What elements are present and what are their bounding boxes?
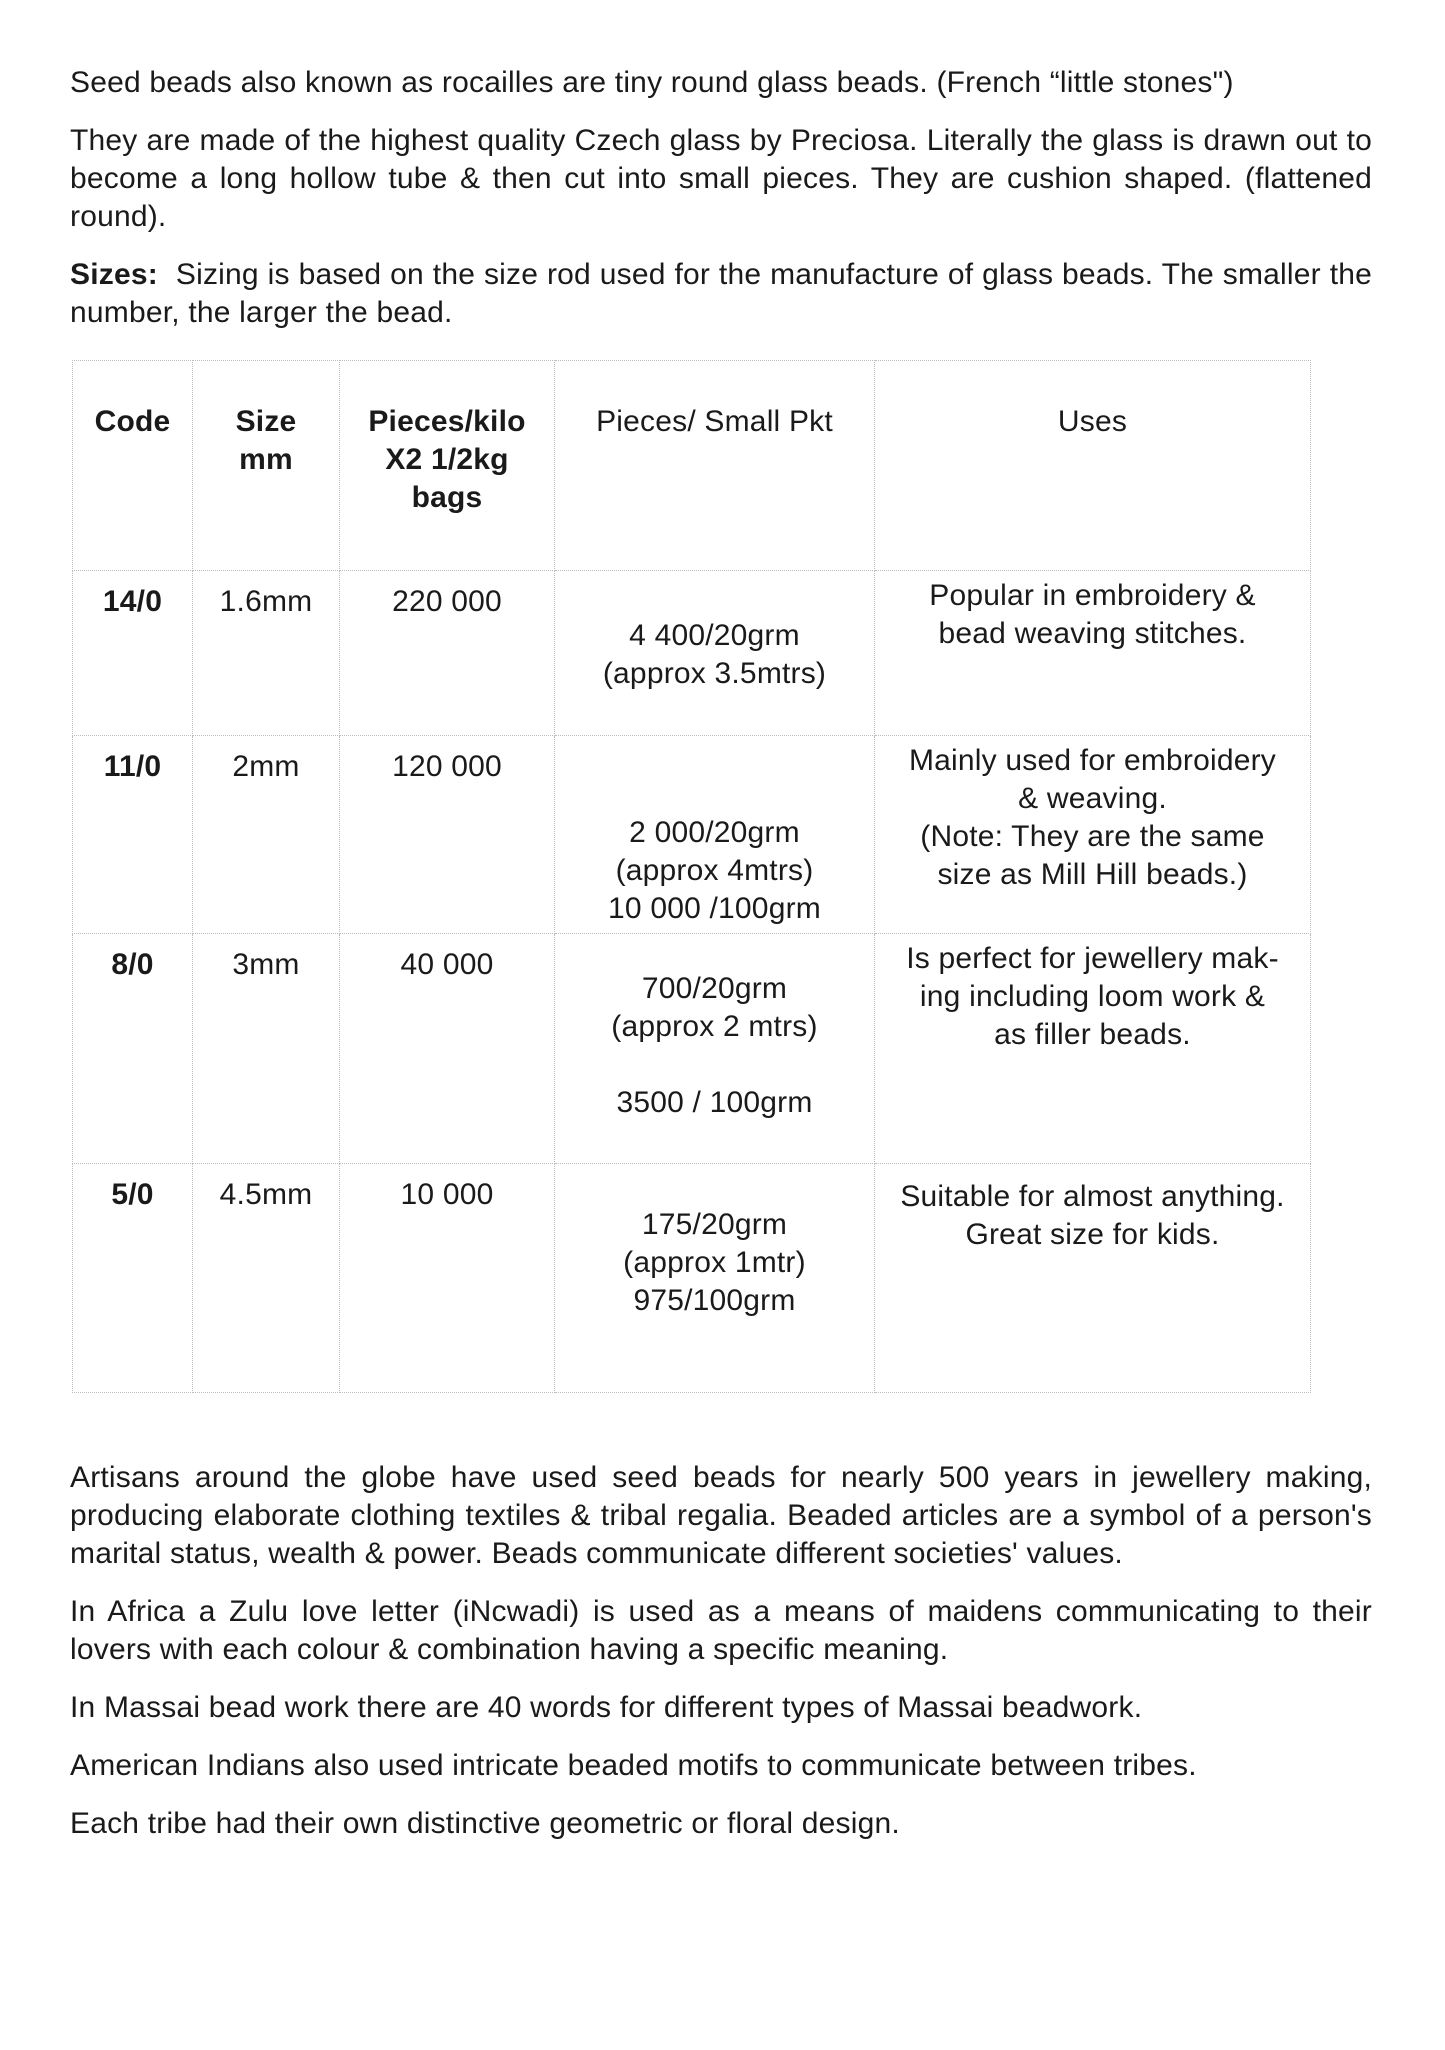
kilo-value: 220 000	[392, 585, 502, 618]
uses-line: as filler beads.	[994, 1018, 1191, 1051]
header-label: X2 1/2kg	[385, 443, 509, 476]
table-row	[73, 571, 1311, 736]
header-label: Pieces/ Small Pkt	[596, 405, 833, 438]
col-header-code	[73, 361, 193, 571]
uses-line: ing including loom work &	[919, 980, 1266, 1013]
cell-size	[193, 571, 340, 736]
table-row	[73, 736, 1311, 934]
pkt-line: (approx 2 mtrs)	[611, 1010, 818, 1043]
pkt-line: 10 000 /100grm	[608, 892, 821, 925]
intro-paragraph-1: Seed beads also known as rocailles are tiny round glass beads. (French “little stones")	[70, 66, 1234, 99]
pkt-line: (approx 3.5mtrs)	[602, 657, 827, 690]
pkt-line: (approx 4mtrs)	[615, 854, 814, 887]
sizes-paragraph	[70, 256, 1372, 332]
cell-code	[73, 736, 193, 934]
size-value: 2mm	[232, 750, 300, 783]
cell-pieces-kilo	[340, 934, 555, 1164]
header-label: bags	[411, 481, 483, 514]
header-label: Uses	[1057, 405, 1128, 438]
uses-line: size as Mill Hill beads.)	[937, 858, 1248, 891]
sizes-label: Sizes:	[70, 258, 158, 291]
kilo-value: 10 000	[400, 1178, 494, 1211]
bead-size-table	[72, 360, 1311, 1393]
pkt-line: 975/100grm	[633, 1284, 796, 1317]
cell-uses	[875, 571, 1311, 736]
col-header-small-pkt	[555, 361, 875, 571]
cell-code	[73, 1164, 193, 1393]
size-value: 4.5mm	[219, 1178, 313, 1211]
cell-code	[73, 934, 193, 1164]
header-label: Pieces/kilo	[368, 405, 526, 438]
pkt-line: 3500 / 100grm	[616, 1086, 813, 1119]
header-label: Size	[235, 405, 297, 438]
cell-small-pkt	[555, 934, 875, 1164]
cell-uses	[875, 934, 1311, 1164]
cell-size	[193, 1164, 340, 1393]
pkt-line: 2 000/20grm	[629, 816, 800, 849]
cell-pieces-kilo	[340, 736, 555, 934]
sizes-text: Sizing is based on the size rod used for the manufacture of glass beads. The smaller the number, the larger the bead.	[70, 258, 1372, 329]
cell-uses	[875, 736, 1311, 934]
header-label: mm	[239, 443, 293, 476]
pkt-line: (approx 1mtr)	[623, 1246, 806, 1279]
uses-line: Popular in embroidery &	[929, 579, 1256, 612]
code-value: 5/0	[111, 1178, 154, 1211]
cell-pieces-kilo	[340, 1164, 555, 1393]
pkt-line: 700/20grm	[641, 972, 788, 1005]
uses-line: (Note: They are the same	[920, 820, 1265, 853]
uses-line: bead weaving stitches.	[938, 617, 1247, 650]
table-row	[73, 934, 1311, 1164]
kilo-value: 120 000	[392, 750, 502, 783]
code-value: 14/0	[102, 585, 163, 618]
size-value: 1.6mm	[219, 585, 313, 618]
col-header-uses	[875, 361, 1311, 571]
pkt-line: 4 400/20grm	[629, 619, 800, 652]
pkt-line: 175/20grm	[641, 1208, 788, 1241]
outro-paragraph-4: American Indians also used intricate beaded motifs to communicate between tribes.	[70, 1749, 1197, 1782]
size-value: 3mm	[232, 948, 300, 981]
cell-pieces-kilo	[340, 571, 555, 736]
uses-line: Suitable for almost anything.	[900, 1180, 1285, 1213]
cell-size	[193, 736, 340, 934]
cell-small-pkt	[555, 1164, 875, 1393]
cell-small-pkt	[555, 736, 875, 934]
col-header-size	[193, 361, 340, 571]
uses-line: Great size for kids.	[965, 1218, 1220, 1251]
uses-line: Is perfect for jewellery mak-	[906, 942, 1279, 975]
cell-uses	[875, 1164, 1311, 1393]
intro-paragraph-2: They are made of the highest quality Czech glass by Preciosa. Literally the glass is drawn out to become a long hollow tube & then cut into small pieces. They are cushion shaped. (flattened round).	[70, 124, 1372, 233]
code-value: 11/0	[103, 750, 162, 783]
code-value: 8/0	[111, 948, 154, 981]
outro-paragraph-2: In Africa a Zulu love letter (iNcwadi) is used as a means of maidens communicating to their lovers with each colour & combination having a specific meaning.	[70, 1595, 1372, 1666]
uses-line: & weaving.	[1018, 782, 1167, 815]
table-row	[73, 1164, 1311, 1393]
cell-small-pkt	[555, 571, 875, 736]
pkt-line	[555, 1046, 874, 1084]
kilo-value: 40 000	[400, 948, 494, 981]
outro-paragraph-5: Each tribe had their own distinctive geometric or floral design.	[70, 1807, 900, 1840]
table-header-row	[73, 361, 1311, 571]
cell-size	[193, 934, 340, 1164]
col-header-pieces-kilo	[340, 361, 555, 571]
outro-paragraph-3: In Massai bead work there are 40 words for different types of Massai beadwork.	[70, 1691, 1143, 1724]
header-label: Code	[94, 405, 171, 438]
uses-line: Mainly used for embroidery	[908, 744, 1277, 777]
cell-code	[73, 571, 193, 736]
outro-paragraph-1: Artisans around the globe have used seed beads for nearly 500 years in jewellery making, producing elaborate clothing textiles & tribal regalia. Beaded articles are a symbol of a person's marital status, wealth & power. Beads communicate different societies' values.	[70, 1461, 1372, 1570]
